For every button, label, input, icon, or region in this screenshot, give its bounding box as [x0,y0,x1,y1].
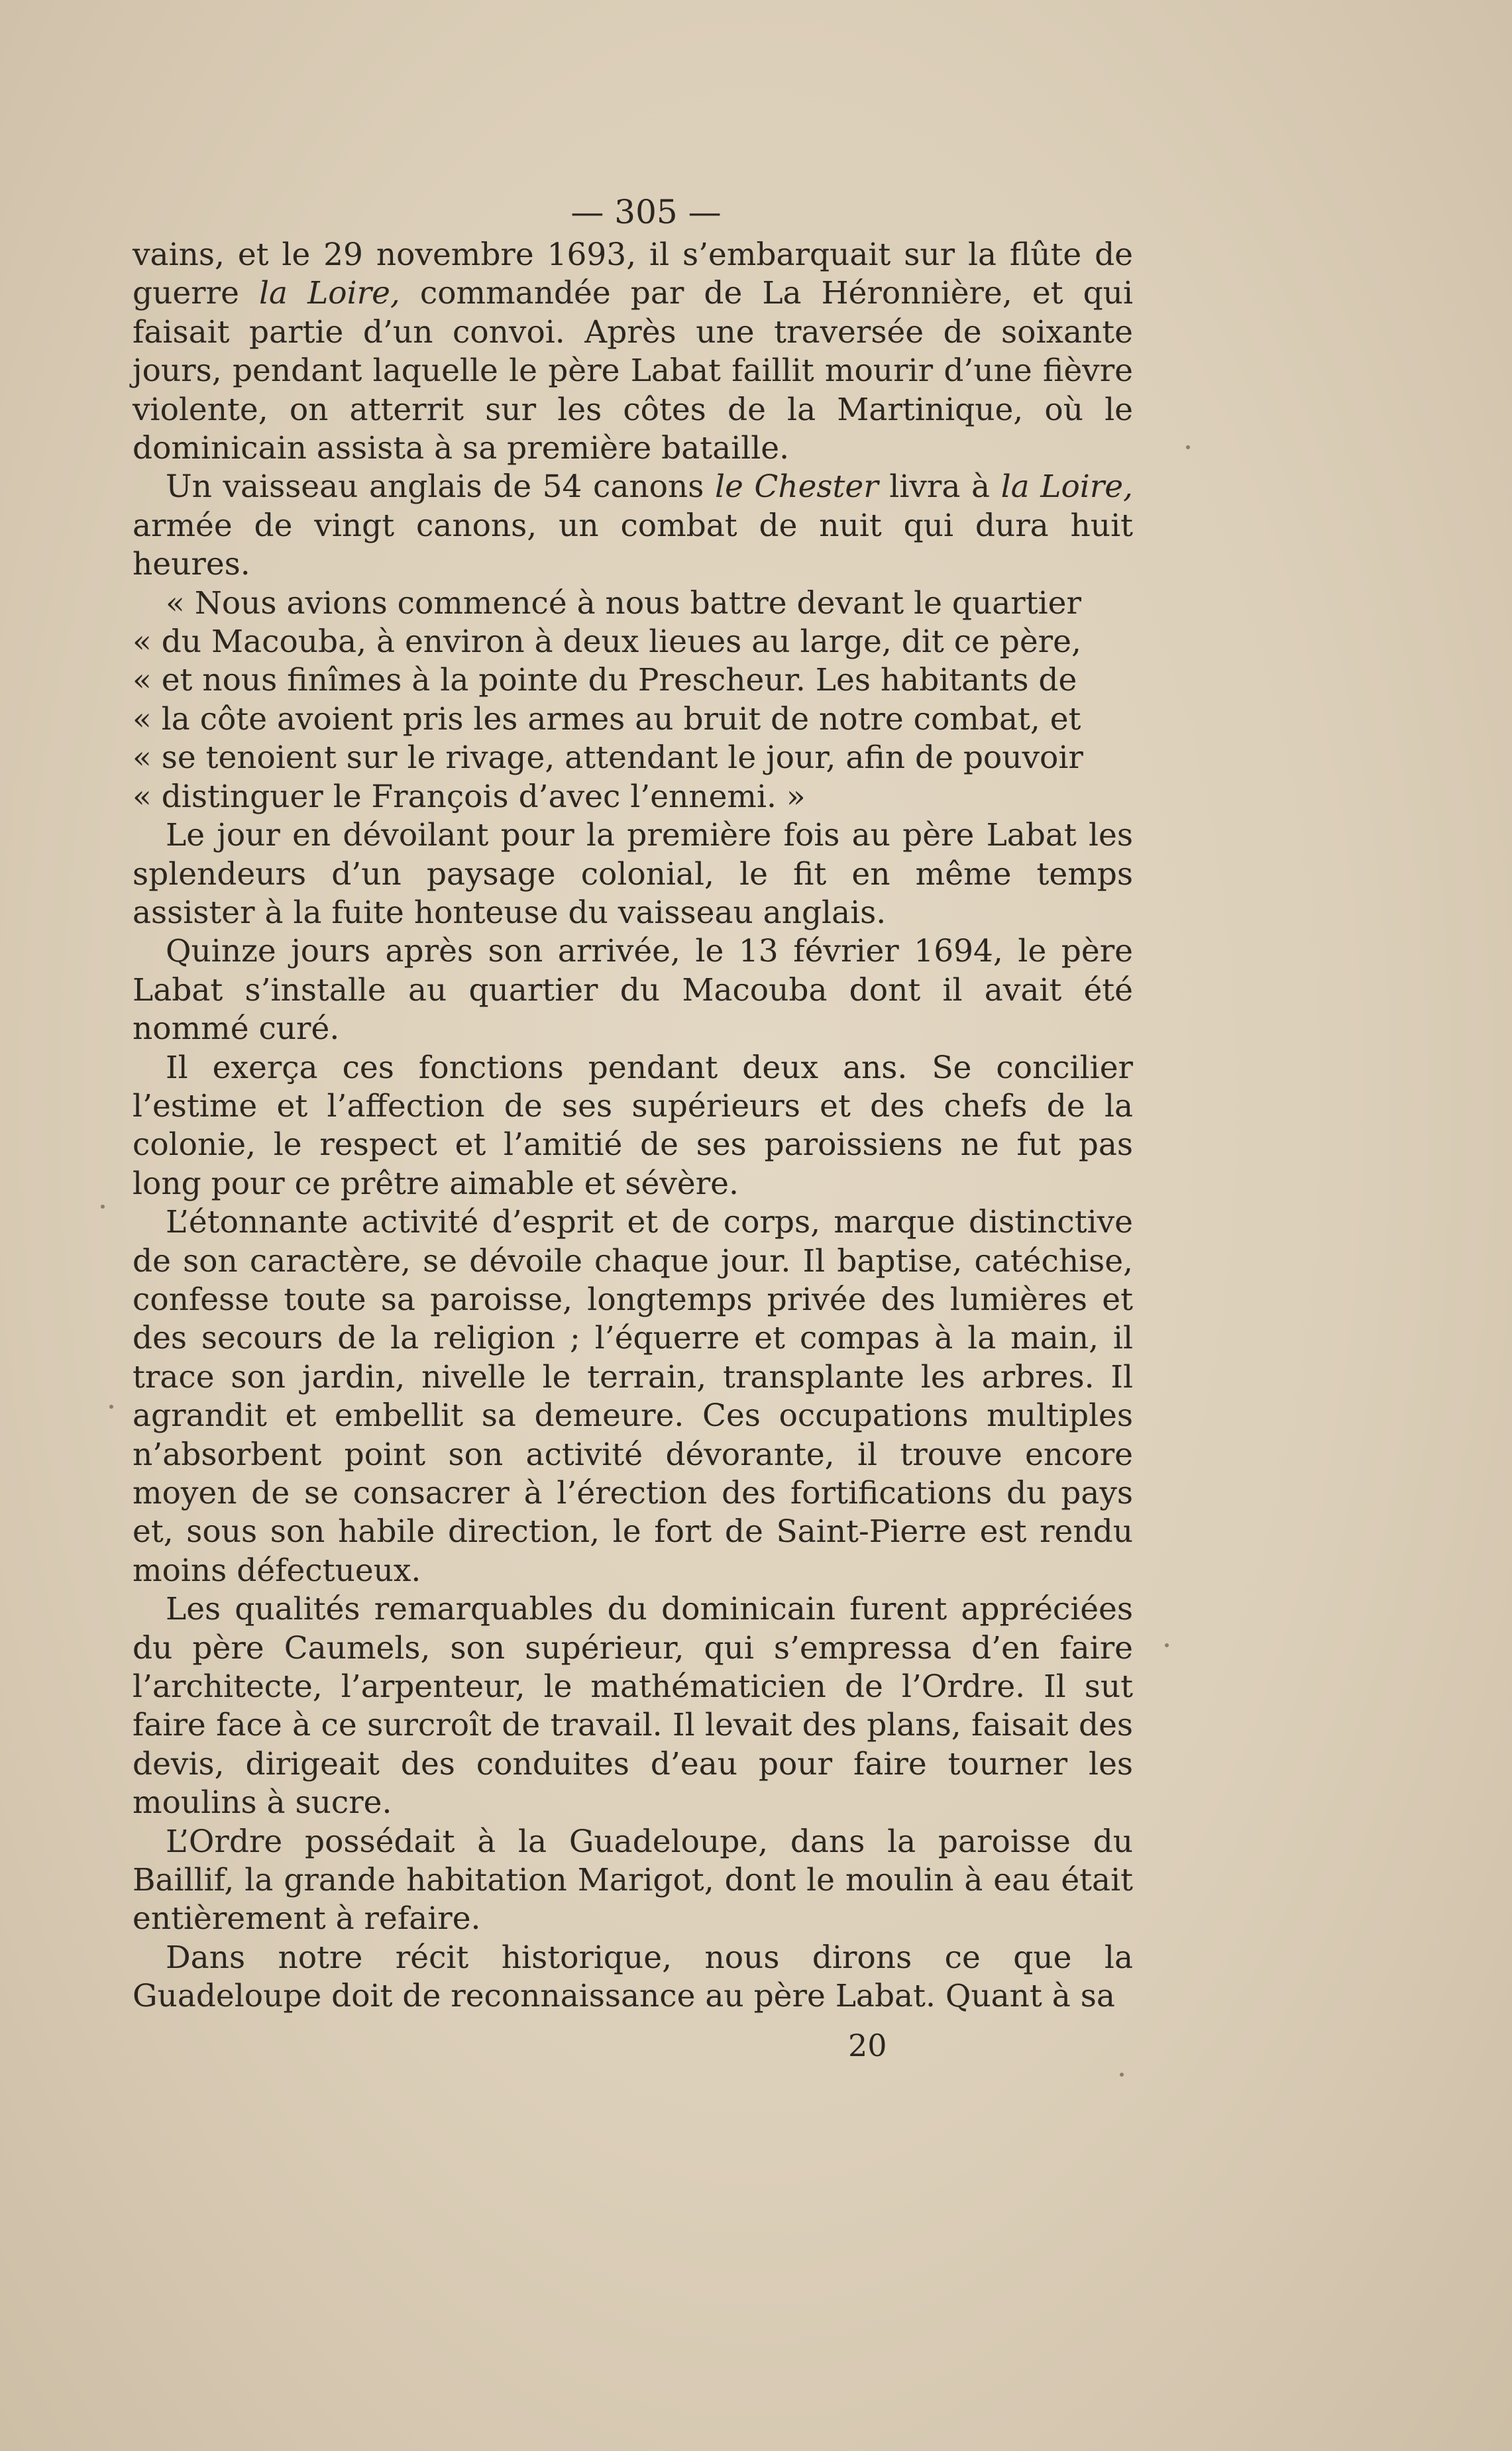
paragraph-qualities: Les qualités remarquables du dominicain furent appréciées du père Caumels, son supérieur, qui s’empressa d’en faire l’architecte, l’arpenteur, le mathématicien de l’Ordre. Il sut faire face à ce surcroît de travail. Il levait des plans, faisait des devis, dirigeait des conduites d’eau pour faire tourner les moulins à sucre. [133,1591,1133,1822]
paragraph-2-text-c: livra à [878,468,1001,506]
paragraph-recit: Dans notre récit historique, nous dirons ce que la Guadeloupe doit de reconnaissance au père Labat. Quant à sa [133,1939,1133,2015]
paper-speck [109,1405,113,1409]
quote-line: « et nous finîmes à la pointe du Prescheur. Les habitants de [133,662,1077,699]
signature-mark: 20 [848,2028,887,2063]
ship-name-chester: le Chester [714,468,879,506]
paragraph-dawn: Le jour en dévoilant pour la première fois au père Labat les splendeurs d’un paysage colonial, le fit en même temps assister à la fuite honteuse du vaisseau anglais. [133,817,1133,931]
ship-name-loire: la Loire, [1000,468,1133,506]
quote-line: « Nous avions commencé à nous battre devant le quartier [166,584,1081,622]
paragraph-2 [133,468,1133,584]
paragraph-1-text-a: vains, et le 29 novembre 1693, il s’embarquait sur la flûte de guerre [133,237,1133,312]
paragraph-2-text-a: Un vaisseau anglais de 54 canons [166,468,715,506]
paragraph-1 [133,236,1133,468]
paper-speck [1165,1643,1169,1647]
paragraph-2-text-e: armée de vingt canons, un combat de nuit qui dura huit heures. [133,507,1133,583]
quote-line: « la côte avoient pris les armes au bruit de notre combat, et [133,700,1081,737]
page-content [133,192,1133,2016]
quote-line: « se tenoient sur le rivage, attendant le jour, afin de pouvoir [133,739,1083,777]
ship-name-la-loire: la Loire, [258,275,400,312]
quote-line: « distinguer le François d’avec l’ennemi. » [133,778,806,815]
paper-speck [1186,445,1190,449]
paragraph-functions: Il exerça ces fonctions pendant deux ans. Se concilier l’estime et l’affection de ses supérieurs et des chefs de la colonie, le respect et l’amitié de ses paroissiens ne fut pas long pour ce prêtre aimable et sévère. [133,1049,1133,1202]
quotation-block [133,584,1133,816]
page-number: — 305 — [570,193,722,231]
paragraph-1-text-b: commandée par de La Héronnière, et qui faisait partie d’un convoi. Après une traversée de soixante jours, pendant laquelle le père Labat faillit mourir d’une fièvre violente, on atterrit sur les côtes de la Martinique, où le dominicain assista à sa première bataille. [133,275,1133,467]
paper-speck [1120,2073,1124,2077]
paragraph-activity: L’étonnante activité d’esprit et de corps, marque distinctive de son caractère, se dévoile chaque jour. Il baptise, catéchise, confesse toute sa paroisse, longtemps privée des lumières et des secours de la religion ; l’équerre et compas à la main, il trace son jardin, nivelle le terrain, transplante les arbres. Il agrandit et embellit sa demeure. Ces occupations multiples n’absorbent point son activité dévorante, il trouve encore moyen de se consacrer à l’érection des fortifications du pays et, sous son habile direction, le fort de Saint-Pierre est rendu moins défectueux. [133,1204,1133,1589]
paper-speck [101,1205,105,1209]
paragraph-guadeloupe: L’Ordre possédait à la Guadeloupe, dans la paroisse du Baillif, la grande habitation Marigot, dont le moulin à eau était entièrement à refaire. [133,1823,1133,1937]
paragraph-arrival: Quinze jours après son arrivée, le 13 février 1694, le père Labat s’installe au quartier du Macouba dont il avait été nommé curé. [133,933,1133,1048]
quote-line: « du Macouba, à environ à deux lieues au large, dit ce père, [133,624,1081,661]
